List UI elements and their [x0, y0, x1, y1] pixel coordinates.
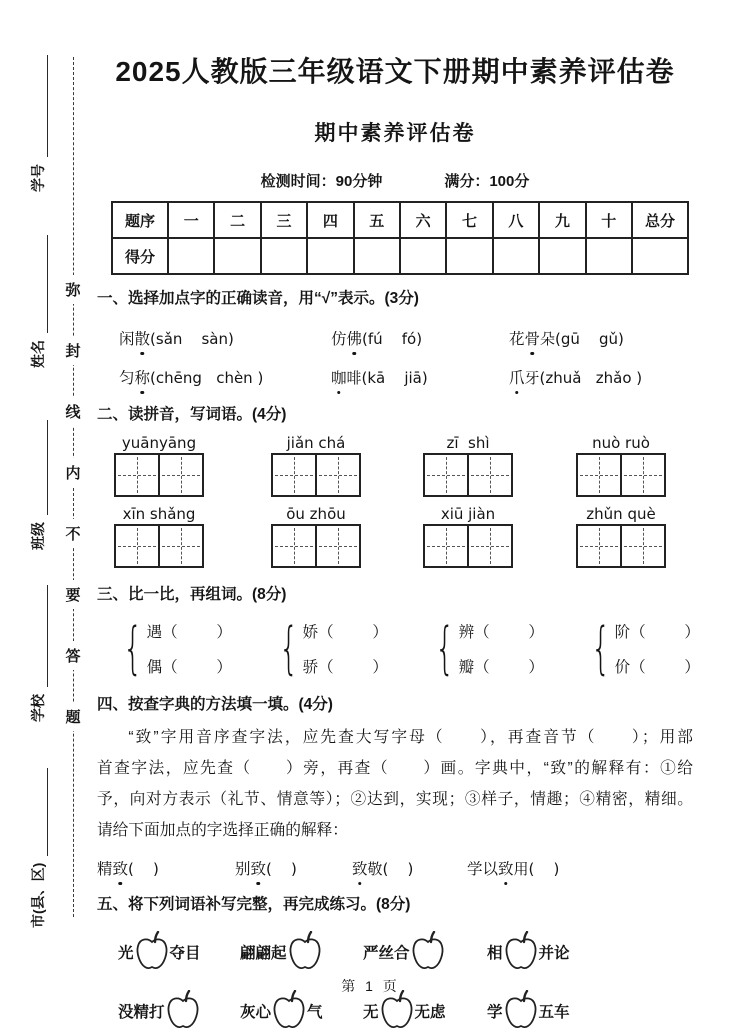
idiom-pre: 灰心: [240, 1004, 272, 1021]
item-post: 朵(gū gǔ): [540, 330, 624, 348]
item-post: (fú fó): [362, 330, 423, 348]
q1-word: [331, 327, 509, 349]
idiom-post: 五车: [538, 1004, 570, 1021]
paper-subtitle: 期中素养评估卷: [314, 122, 476, 145]
field-fill-line: [47, 585, 48, 687]
pinyin-grid-group: [423, 505, 513, 568]
col-九: 九: [539, 202, 585, 238]
apple-shape: [411, 931, 445, 973]
col-一: 一: [168, 202, 214, 238]
idiom-pre: 光: [118, 945, 134, 962]
apple-shape: [135, 931, 169, 973]
q1-word: [119, 366, 331, 388]
grid-cell: [425, 526, 467, 566]
col-四: 四: [307, 202, 353, 238]
field-2: [28, 235, 48, 368]
field-label: 市(县、区): [30, 862, 46, 928]
item-post: ( ): [128, 860, 159, 878]
q4-line: 首查字法，应先查（ ）旁，再查（ ）画。字典中，“致”的解释有：①给: [97, 760, 693, 777]
dotted-char: 致: [498, 857, 514, 879]
q3-word-pairs: [97, 615, 700, 681]
seal-char: 答: [65, 641, 81, 670]
field-4: [28, 585, 48, 722]
field-fill-line: [47, 235, 48, 333]
grid-cell: [578, 526, 620, 566]
brace: {: [279, 615, 299, 681]
field-5: [28, 768, 48, 928]
grid-cell: [116, 526, 158, 566]
q5-title: 五、将下列词语补写完整，再完成练习。(8分): [97, 896, 411, 913]
apple-shape: [380, 990, 414, 1032]
col-总分: 总分: [632, 202, 688, 238]
idiom-item: [118, 929, 240, 975]
item-pre: 别: [235, 861, 251, 878]
pair-top: 娇（ ）: [302, 624, 388, 641]
idiom-item: [240, 929, 363, 975]
compare-pair: [271, 615, 427, 681]
score-table: [111, 201, 689, 275]
apple-shape: [504, 990, 538, 1032]
score-cell-empty: [493, 238, 539, 274]
item-pre: 学以: [467, 861, 499, 878]
score-cell-empty: [400, 238, 446, 274]
q2-pinyin-grids: [97, 434, 693, 568]
pair-top: 辨（ ）: [458, 624, 544, 641]
q3-title: 三、比一比，再组词。(8分): [97, 586, 287, 603]
field-fill-line: [47, 768, 48, 856]
idiom-post: 并论: [538, 945, 570, 962]
pair-column: [459, 620, 544, 677]
field-fill-line: [47, 420, 48, 515]
apple-shape: [166, 990, 200, 1032]
q1-items: [97, 327, 693, 388]
field-3: [28, 420, 48, 550]
score-cell-empty: [261, 238, 307, 274]
seal-char: 题: [65, 702, 81, 731]
col-六: 六: [400, 202, 446, 238]
pair-top: 阶（ ）: [614, 624, 700, 641]
page-number: 第 1 页: [341, 978, 400, 994]
paper-title: 2025人教版三年级语文下册期中素养评估卷: [115, 56, 675, 87]
q4-title: 四、按查字典的方法填一填。(4分): [97, 696, 333, 713]
item-pre: 仿: [331, 331, 347, 348]
pinyin-label: xīn shǎng: [122, 505, 196, 523]
col-三: 三: [261, 202, 307, 238]
q1-word: [509, 366, 693, 388]
idiom-post: 气: [307, 1004, 323, 1021]
grid-cell: [315, 526, 359, 566]
writing-grid: [576, 453, 666, 497]
full-score-label: 满分：100分: [444, 173, 530, 190]
score-table-score-row: [112, 238, 688, 274]
score-cell-empty: [214, 238, 260, 274]
q4-line: “致”字用音序查字法，应先查大写字母（ ），再查音节（ ）；用部: [128, 729, 693, 746]
item-post: 啡(kā jiā): [346, 369, 428, 387]
idiom-item: [363, 929, 487, 975]
q4-choice-items: [97, 857, 693, 879]
col-五: 五: [354, 202, 400, 238]
q1-word: [119, 327, 331, 349]
item-pre: 精: [97, 861, 113, 878]
pair-bottom: 骄（ ）: [302, 659, 388, 676]
pinyin-grid-group: [423, 434, 513, 497]
writing-grid: [423, 524, 513, 568]
score-cell-empty: [539, 238, 585, 274]
seal-char: 弥: [65, 275, 81, 304]
pair-bottom: 瓣（ ）: [458, 659, 544, 676]
seal-char: 线: [65, 397, 81, 426]
item-post: 敬( ): [367, 860, 414, 878]
writing-grid: [271, 524, 361, 568]
compare-pair: [583, 615, 700, 681]
score-cell-empty: [446, 238, 492, 274]
q1-word: [509, 327, 693, 349]
seal-dashed-line: [73, 57, 74, 917]
dotted-char: 佛: [347, 327, 363, 349]
pinyin-label: zhǔn què: [586, 505, 656, 523]
writing-grid: [576, 524, 666, 568]
pinyin-grid-group: [271, 434, 361, 497]
field-1: [28, 55, 48, 192]
dotted-char: 骨: [525, 327, 541, 349]
score-cell-empty: [307, 238, 353, 274]
item-pre: 花: [509, 331, 525, 348]
exam-time-label: 检测时间：90分钟: [260, 173, 383, 190]
item-post: 用( ): [513, 860, 560, 878]
dotted-char: 称: [135, 366, 151, 388]
q4-word: [352, 857, 467, 879]
grid-cell: [158, 526, 202, 566]
item-post: ( ): [266, 860, 297, 878]
pinyin-label: yuānyāng: [121, 434, 197, 452]
score-cell-empty: [632, 238, 688, 274]
dotted-char: 致: [352, 857, 368, 879]
dotted-char: 致: [113, 857, 129, 879]
grid-cell: [158, 455, 202, 495]
q2-row: [97, 505, 693, 568]
idiom-pre: 翩翩起: [240, 945, 287, 962]
brace: {: [591, 615, 611, 681]
dotted-char: 散: [135, 327, 151, 349]
grid-cell: [467, 526, 511, 566]
grid-cell: [620, 455, 664, 495]
item-pre: 闲: [119, 331, 135, 348]
score-cell-empty: [354, 238, 400, 274]
grid-cell: [620, 526, 664, 566]
q1-row: [97, 366, 693, 388]
idiom-pre: 相: [487, 945, 503, 962]
q4-paragraph: [97, 722, 693, 846]
writing-grid: [114, 524, 204, 568]
seal-char: 不: [65, 519, 81, 548]
pair-bottom: 偶（ ）: [146, 659, 232, 676]
pair-top: 遇（ ）: [146, 624, 232, 641]
pinyin-grid-group: [114, 505, 204, 568]
col-八: 八: [493, 202, 539, 238]
brace: {: [123, 615, 143, 681]
idiom-item: [487, 929, 693, 975]
idiom-pre: 严丝合: [363, 945, 410, 962]
score-cell-empty: [168, 238, 214, 274]
grid-cell: [315, 455, 359, 495]
pinyin-grid-group: [576, 505, 666, 568]
grid-cell: [425, 455, 467, 495]
seal-char: 要: [65, 580, 81, 609]
idiom-post: 无虑: [414, 1004, 446, 1021]
score-table-header-row: [112, 202, 688, 238]
pair-column: [615, 620, 700, 677]
pair-column: [303, 620, 388, 677]
writing-grid: [271, 453, 361, 497]
pinyin-label: jiǎn chá: [286, 434, 346, 452]
pinyin-label: nuò ruò: [592, 434, 650, 452]
idiom-post: 夺目: [169, 945, 201, 962]
field-fill-line: [47, 55, 48, 157]
writing-grid: [423, 453, 513, 497]
col-label: 题序: [112, 202, 168, 238]
grid-cell: [467, 455, 511, 495]
compare-pair: [115, 615, 271, 681]
seal-char: 封: [65, 336, 81, 365]
idiom-pre: 没精打: [118, 1004, 165, 1021]
dotted-char: 爪: [509, 366, 525, 388]
item-post: (sǎn sàn): [150, 330, 234, 348]
pair-column: [147, 620, 232, 677]
q1-row: [97, 327, 693, 349]
item-post: (chēng chèn ): [150, 369, 264, 387]
pinyin-label: zī shì: [446, 434, 490, 452]
apple-shape: [288, 931, 322, 973]
seal-char: 内: [65, 458, 81, 487]
dotted-char: 咖: [331, 366, 347, 388]
idiom-pre: 学: [487, 1004, 503, 1021]
apple-shape: [504, 931, 538, 973]
q4-word: [235, 857, 352, 879]
pinyin-label: ōu zhōu: [286, 505, 346, 523]
grid-cell: [273, 526, 315, 566]
q4-word: [97, 857, 235, 879]
q4-line: 请给下面加点的字选择正确的解释：: [97, 822, 348, 839]
dotted-char: 致: [251, 857, 267, 879]
idiom-pre: 无: [363, 1004, 379, 1021]
col-十: 十: [586, 202, 632, 238]
exam-info: [97, 170, 693, 191]
pinyin-grid-group: [271, 505, 361, 568]
seal-line-column: [65, 57, 81, 917]
q1-title: 一、选择加点字的正确读音，用“√”表示。(3分): [97, 290, 419, 307]
grid-cell: [273, 455, 315, 495]
q2-title: 二、读拼音，写词语。(4分): [97, 406, 287, 423]
pinyin-grid-group: [114, 434, 204, 497]
item-post: 牙(zhuǎ zhǎo ): [524, 369, 643, 387]
q1-word: [331, 366, 509, 388]
q4-word: [467, 857, 693, 879]
grid-cell: [116, 455, 158, 495]
score-cell-empty: [586, 238, 632, 274]
pair-bottom: 价（ ）: [614, 659, 700, 676]
col-七: 七: [446, 202, 492, 238]
compare-pair: [427, 615, 583, 681]
q5-row: [97, 929, 693, 975]
writing-grid: [114, 453, 204, 497]
q2-row: [97, 434, 693, 497]
pinyin-label: xiū jiàn: [440, 505, 496, 523]
score-row-label: 得分: [112, 238, 168, 274]
field-label: 学号: [30, 164, 46, 192]
item-pre: 匀: [119, 370, 135, 387]
field-label: 班级: [30, 522, 46, 550]
pinyin-grid-group: [576, 434, 666, 497]
grid-cell: [578, 455, 620, 495]
q4-line: 予，向对方表示（礼节、情意等）；②达到，实现；③样子，情趣；④精密，精细。: [97, 791, 693, 808]
field-label: 学校: [30, 694, 46, 722]
col-二: 二: [214, 202, 260, 238]
brace: {: [435, 615, 455, 681]
exam-paper: [97, 0, 700, 1034]
apple-shape: [272, 990, 306, 1032]
field-label: 姓名: [30, 340, 46, 368]
